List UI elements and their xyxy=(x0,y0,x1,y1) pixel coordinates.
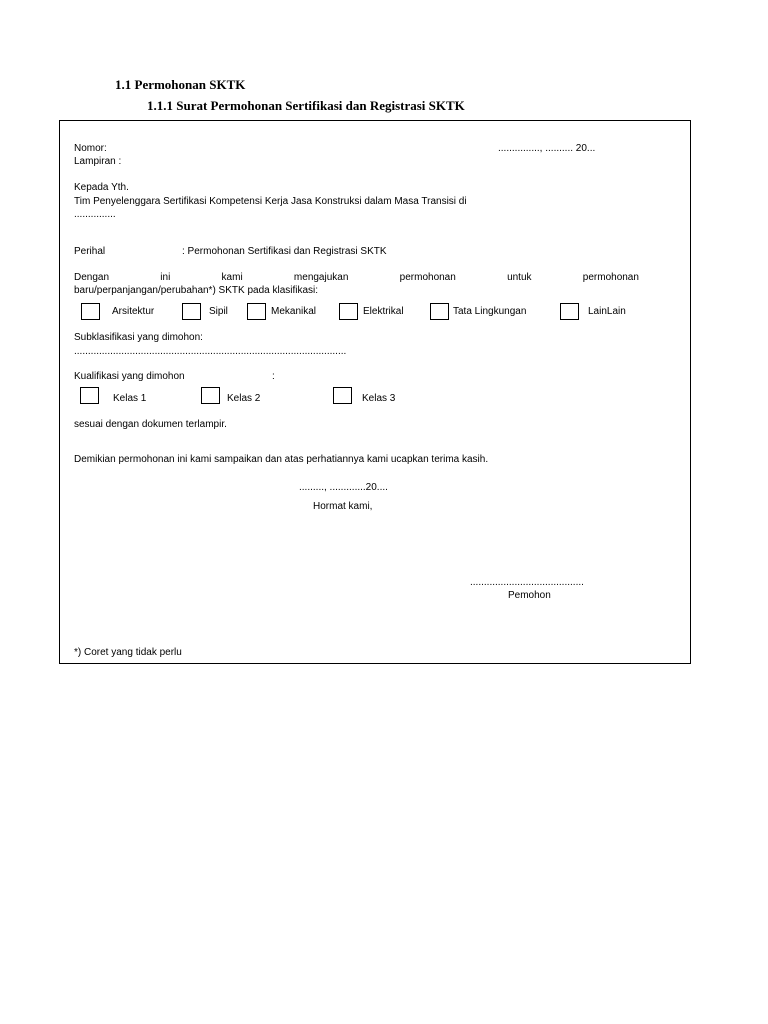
checkbox-arsitektur[interactable] xyxy=(81,303,100,320)
kualifikasi-label: Kualifikasi yang dimohon xyxy=(74,371,185,382)
kualifikasi-colon: : xyxy=(272,371,275,382)
footnote: *) Coret yang tidak perlu xyxy=(74,647,182,658)
checkbox-mekanikal[interactable] xyxy=(247,303,266,320)
lampiran-label: Lampiran : xyxy=(74,156,122,167)
request-line-2: baru/perpanjangan/perubahan*) SKTK pada klasifikasi: xyxy=(74,285,319,296)
checkbox-tata-lingkungan[interactable] xyxy=(430,303,449,320)
demikian-text: Demikian permohonan ini kami sampaikan dan atas perhatiannya kami ucapkan terima kasih. xyxy=(74,454,489,465)
checkbox-kelas-2[interactable] xyxy=(201,387,220,404)
request-word: mengajukan xyxy=(293,272,349,283)
label-arsitektur: Arsitektur xyxy=(112,306,155,317)
checkbox-kelas-3[interactable] xyxy=(333,387,352,404)
signature-line: ......................................... xyxy=(470,577,584,588)
label-mekanikal: Mekanikal xyxy=(271,306,317,317)
request-word: ini xyxy=(160,272,171,283)
subsection-heading: 1.1.1 Surat Permohonan Sertifikasi dan Registrasi SKTK xyxy=(147,98,465,113)
request-line-1 xyxy=(74,272,639,284)
label-kelas-1: Kelas 1 xyxy=(113,393,147,404)
checkbox-elektrikal[interactable] xyxy=(339,303,358,320)
request-word: untuk xyxy=(507,272,532,283)
label-sipil: Sipil xyxy=(209,306,228,317)
sesuai-text: sesuai dengan dokumen terlampir. xyxy=(74,419,227,430)
addressee-dots: ............... xyxy=(74,209,116,220)
label-kelas-3: Kelas 3 xyxy=(362,393,396,404)
checkbox-lainlain[interactable] xyxy=(560,303,579,320)
subklasifikasi-field[interactable]: .................................................................................................. xyxy=(74,346,347,357)
perihal-value: : Permohonan Sertifikasi dan Registrasi SKTK xyxy=(182,246,387,257)
checkbox-sipil[interactable] xyxy=(182,303,201,320)
label-lainlain: LainLain xyxy=(588,306,626,317)
subklasifikasi-label: Subklasifikasi yang dimohon: xyxy=(74,332,203,343)
kepada-label: Kepada Yth. xyxy=(74,182,129,193)
request-word: Dengan xyxy=(74,272,110,283)
pemohon-label: Pemohon xyxy=(508,590,551,601)
label-kelas-2: Kelas 2 xyxy=(227,393,261,404)
label-tata-lingkungan: Tata Lingkungan xyxy=(453,306,527,317)
date-line: ..............., .......... 20... xyxy=(498,143,596,154)
hormat-kami: Hormat kami, xyxy=(313,501,373,512)
nomor-label: Nomor: xyxy=(74,143,107,154)
label-elektrikal: Elektrikal xyxy=(363,306,404,317)
closing-date: ........., .............20.... xyxy=(299,482,388,493)
request-word: permohonan xyxy=(399,272,456,283)
checkbox-kelas-1[interactable] xyxy=(80,387,99,404)
section-heading: 1.1 Permohonan SKTK xyxy=(115,77,246,92)
addressee: Tim Penyelenggara Sertifikasi Kompetensi Kerja Jasa Konstruksi dalam Masa Transisi di xyxy=(74,196,467,207)
letter-form xyxy=(59,120,691,664)
request-word: permohonan xyxy=(582,272,639,283)
perihal-label: Perihal xyxy=(74,246,106,257)
request-word: kami xyxy=(221,272,243,283)
